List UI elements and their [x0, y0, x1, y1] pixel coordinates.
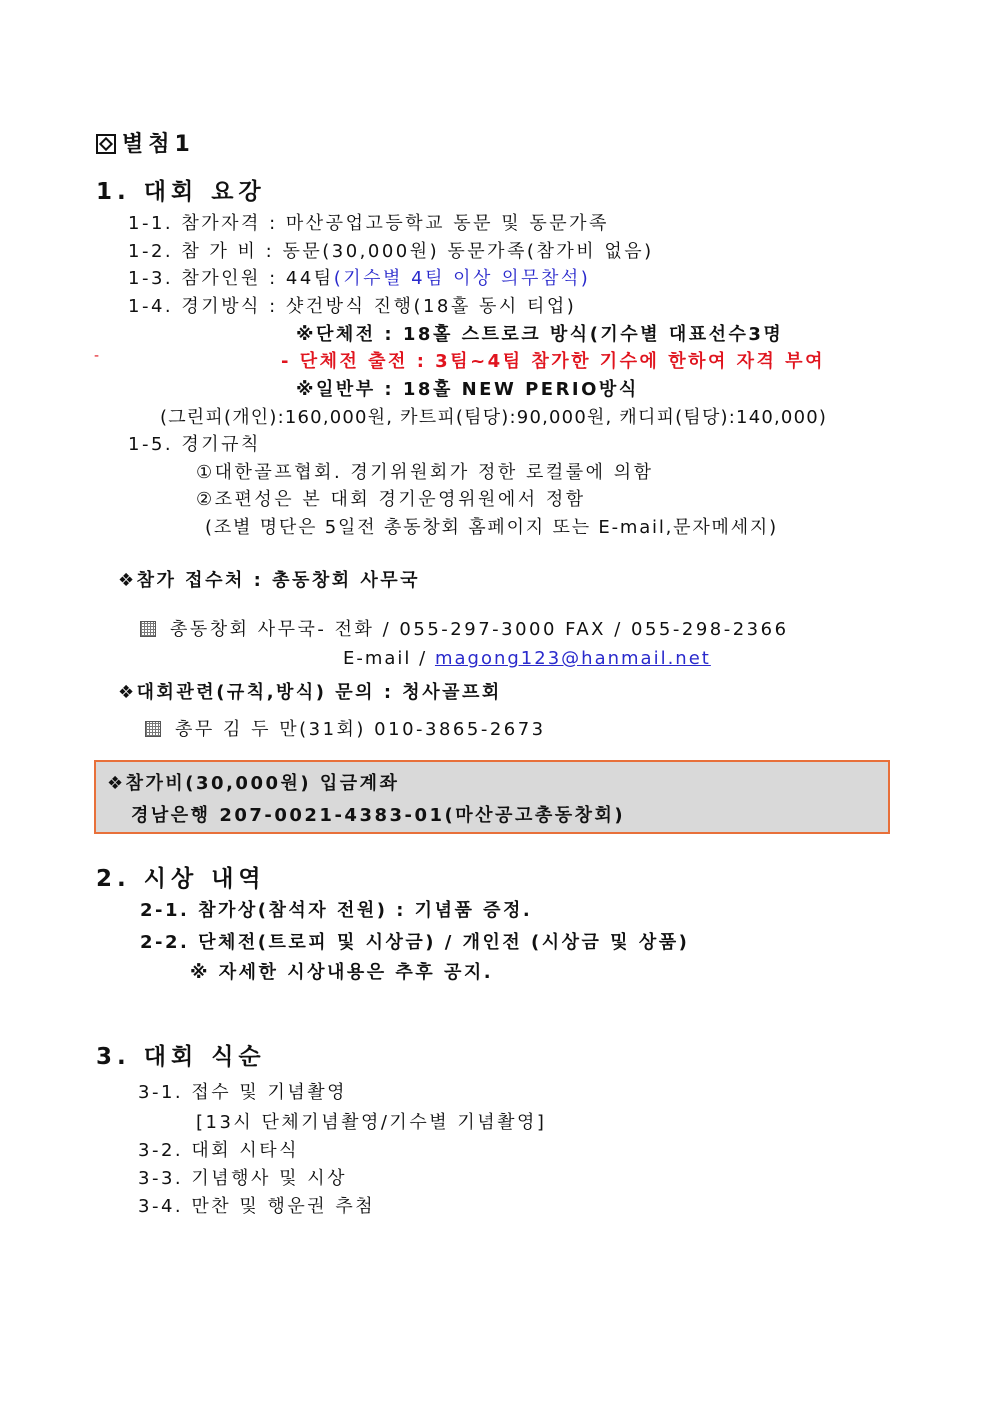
item-1-3-main: 1-3. 참가인원 : 44팀: [128, 268, 334, 289]
diamond-box-icon: [96, 134, 116, 154]
item-1-1: 1-1. 참가자격 : 마산공업고등학교 동문 및 동문가족: [128, 213, 609, 234]
item-1-3: [128, 264, 590, 290]
item-3-4: 3-4. 만찬 및 행운권 추첨: [138, 1196, 376, 1217]
item-3-3: 3-3. 기념행사 및 시상: [138, 1168, 348, 1189]
item-3-1-sub: [13시 단체기념촬영/기수별 기념촬영]: [196, 1112, 547, 1133]
team-event-note: ※단체전 : 18홀 스트로크 방식(기수별 대표선수3명: [296, 324, 784, 345]
general-event-note: ※일반부 : 18홀 NEW PERIO방식: [296, 379, 639, 400]
item-1-3-note: (기수별 4팀 이상 의무참석): [333, 268, 591, 289]
fees-line: (그린피(개인):160,000원, 카트피(팀당):90,000원, 캐디피(팀당):140,000): [160, 407, 828, 428]
email-label: E-mail /: [343, 648, 428, 669]
inquiry-person: [145, 715, 546, 741]
attachment-title: 별첨1: [96, 127, 195, 158]
item-2-2: 2-2. 단체전(트로피 및 시상금) / 개인전 (시상금 및 상품): [140, 932, 690, 953]
item-3-2: 3-2. 대회 시타식: [138, 1140, 300, 1161]
item-2-1: 2-1. 참가상(참석자 전원) : 기념품 증정.: [140, 900, 533, 921]
payment-heading: ❖참가비(30,000원) 입금계좌: [107, 773, 400, 794]
office-contact: [140, 615, 789, 641]
rule-1: ①대한골프협회. 경기위원회가 정한 로컬룰에 의함: [196, 462, 654, 483]
item-1-2: 1-2. 참 가 비 : 동문(30,000원) 동문가족(참가비 없음): [128, 241, 654, 262]
team-entry-note: - 단체전 출전 : 3팀~4팀 참가한 기수에 한하여 자격 부여: [281, 351, 825, 372]
grid-bullet-icon: [145, 721, 161, 737]
section-3-heading: 3. 대회 식순: [96, 1044, 266, 1070]
item-1-5: 1-5. 경기규칙: [128, 434, 261, 455]
inquiry-heading: ❖대회관련(규칙,방식) 문의 : 청사골프회: [118, 682, 502, 703]
email-link[interactable]: magong123@hanmail.net: [434, 648, 711, 669]
red-dash-marker: -: [94, 348, 102, 364]
item-1-4: 1-4. 경기방식 : 샷건방식 진행(18홀 동시 티업): [128, 296, 577, 317]
rule-2: ②조편성은 본 대회 경기운영위원에서 정함: [196, 489, 586, 510]
email-line: [343, 648, 711, 669]
grid-bullet-icon: [140, 621, 156, 637]
registration-heading: ❖참가 접수처 : 총동창회 사무국: [118, 570, 421, 591]
rule-3: (조별 명단은 5일전 총동창회 홈페이지 또는 E-mail,문자메세지): [205, 517, 778, 538]
payment-account: 경남은행 207-0021-4383-01(마산공고총동창회): [131, 805, 626, 826]
award-note: ※ 자세한 시상내용은 추후 공지.: [190, 962, 494, 983]
section-2-heading: 2. 시상 내역: [96, 866, 266, 892]
inquiry-person-text: 총무 김 두 만(31회) 010-3865-2673: [175, 719, 546, 740]
item-3-1: 3-1. 접수 및 기념촬영: [138, 1082, 348, 1103]
office-contact-text: 총동창회 사무국- 전화 / 055-297-3000 FAX / 055-298-2366: [170, 619, 789, 640]
section-1-heading: 1. 대회 요강: [96, 179, 266, 205]
